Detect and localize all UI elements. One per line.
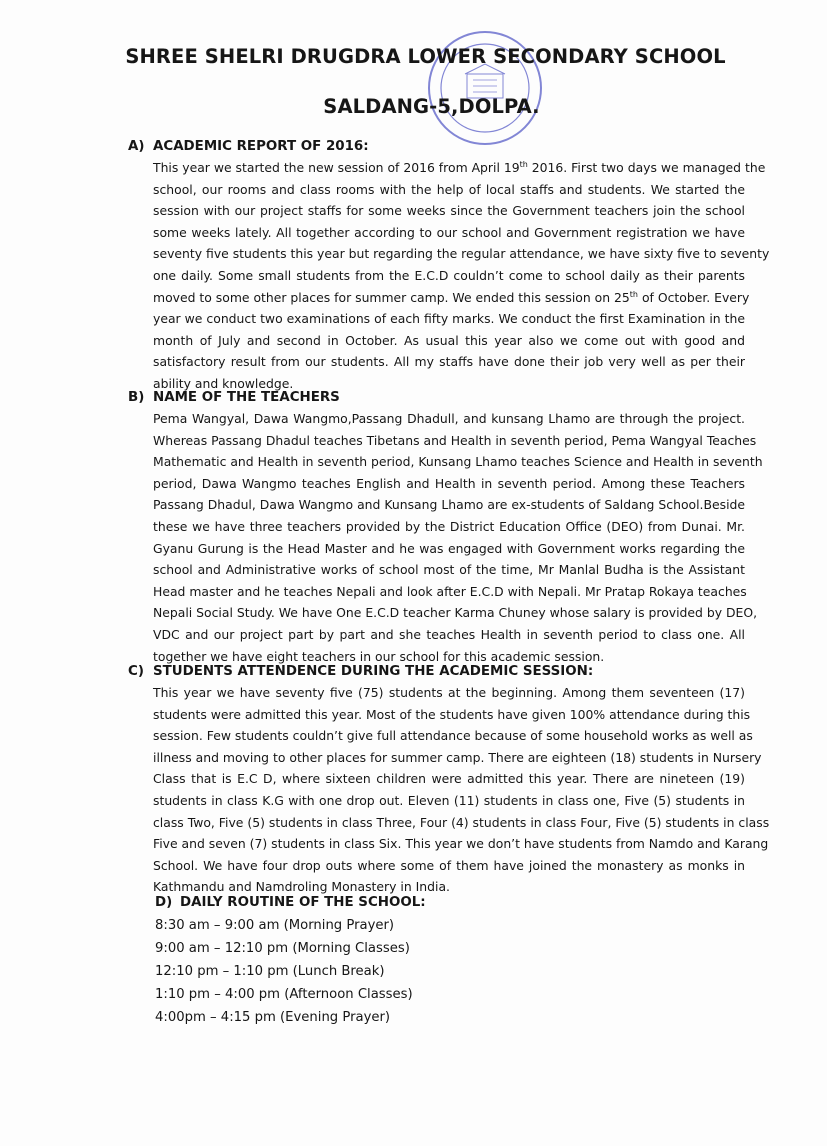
paragraph-line: Head master and he teaches Nepali and look after E.C.D with Nepali. Mr Pratap Rokaya teaches — [153, 583, 747, 599]
ordinal-suffix: th — [519, 159, 528, 169]
paragraph-line: Whereas Passang Dhadul teaches Tibetans and Health in seventh period, Pema Wangyal Teaches — [153, 432, 757, 448]
routine-item: 1:10 pm – 4:00 pm (Afternoon Classes) — [155, 987, 413, 1002]
paragraph-line: month of July and second in October. As usual this year also we come out with good and — [153, 332, 745, 348]
paragraph-line: Nepali Social Study. We have One E.C.D teacher Karma Chuney whose salary is provided by DEO, — [153, 605, 758, 621]
paragraph-line: Five and seven (7) students in class Six. This year we don’t have students from Namdo and Karang — [153, 836, 769, 852]
paragraph-line: illness and moving to other places for summer camp. There are eighteen (18) students in Nursery — [153, 749, 762, 765]
section-letter: B) — [128, 390, 145, 405]
section-paragraph — [153, 408, 763, 667]
paragraph-line: This year we have seventy five (75) students at the beginning. Among them seventeen (17) — [153, 685, 745, 700]
section-academic-report — [128, 137, 770, 395]
paragraph-line: This year we started the new session of 2016 from April 19th 2016. First two days we managed the — [153, 159, 766, 175]
paragraph-line: students in class K.G with one drop out. Eleven (11) students in class one, Five (5) students in — [153, 792, 745, 808]
paragraph-line: moved to some other places for summer camp. We ended this session on 25th of October. Every — [153, 289, 750, 305]
paragraph-line: Mathematic and Health in seventh period, Kunsang Lhamo teaches Science and Health in seventh — [153, 454, 763, 470]
section-daily-routine — [155, 892, 555, 1029]
ordinal-suffix: th — [629, 289, 638, 299]
routine-item: 12:10 pm – 1:10 pm (Lunch Break) — [155, 964, 385, 979]
section-paragraph — [153, 157, 770, 395]
section-title: ACADEMIC REPORT OF 2016: — [153, 139, 369, 154]
paragraph-line: session. Few students couldn’t give full attendance because of some household works as well as — [153, 728, 753, 744]
section-title: DAILY ROUTINE OF THE SCHOOL: — [180, 895, 426, 910]
section-heading — [155, 892, 555, 914]
section-title: NAME OF THE TEACHERS — [153, 390, 340, 405]
section-attendance — [128, 662, 770, 898]
paragraph-line: Class that is E.C D, where sixteen children were admitted this year. There are nineteen (19) — [153, 771, 745, 787]
section-paragraph — [153, 682, 770, 898]
paragraph-line: students were admitted this year. Most of the students have given 100% attendance during this — [153, 706, 751, 722]
paragraph-line: some weeks lately. All together according to our school and Government registration we have — [153, 224, 745, 240]
paragraph-line: one daily. Some small students from the E.C.D couldn’t come to school daily as their parents — [153, 267, 745, 283]
paragraph-line: period, Dawa Wangmo teaches English and Health in seventh period. Among these Teachers — [153, 475, 745, 491]
section-heading — [128, 137, 748, 157]
section-letter: A) — [128, 139, 145, 154]
paragraph-line: these we have three teachers provided by the District Education Office (DEO) from Dunai. Mr. — [153, 518, 745, 534]
section-title: STUDENTS ATTENDENCE DURING THE ACADEMIC SESSION: — [153, 664, 594, 679]
section-heading — [128, 388, 748, 408]
paragraph-line: Pema Wangyal, Dawa Wangmo,Passang Dhadull, and kunsang Lhamo are through the project. — [153, 411, 745, 426]
paragraph-line: session with our project staffs for some weeks since the Government teachers join the school — [153, 203, 745, 219]
routine-item: 8:30 am – 9:00 am (Morning Prayer) — [155, 918, 395, 933]
section-letter: C) — [128, 664, 144, 679]
paragraph-line: seventy five students this year but regarding the regular attendance, we have sixty five to seventy — [153, 246, 770, 262]
paragraph-line: School. We have four drop outs where some of them have joined the monastery as monks in — [153, 857, 745, 873]
paragraph-line: ability and knowledge. — [153, 375, 294, 391]
school-address-heading: SALDANG-5,DOLPA. — [323, 95, 540, 118]
paragraph-line: Passang Dhadul, Dawa Wangmo and Kunsang Lhamo are ex-students of Saldang School.Beside — [153, 497, 745, 513]
routine-list — [155, 914, 555, 1029]
paragraph-line: school, our rooms and class rooms with the help of local staffs and students. We started the — [153, 181, 745, 197]
paragraph-line: together we have eight teachers in our school for this academic session. — [153, 648, 605, 664]
school-name-heading: SHREE SHELRI DRUGDRA LOWER SECONDARY SCHOOL — [125, 45, 726, 68]
section-heading — [128, 662, 748, 682]
paragraph-line: school and Administrative works of school most of the time, Mr Manlal Budha is the Assistant — [153, 562, 745, 578]
paragraph-line: VDC and our project part by part and she teaches Health in seventh period to class one. All — [153, 626, 745, 642]
section-teachers — [128, 388, 763, 667]
paragraph-line: Gyanu Gurung is the Head Master and he was engaged with Government works regarding the — [153, 540, 745, 556]
paragraph-line: year we conduct two examinations of each fifty marks. We conduct the first Examination in the — [153, 311, 745, 327]
routine-item: 9:00 am – 12:10 pm (Morning Classes) — [155, 941, 410, 956]
paragraph-line: class Two, Five (5) students in class Three, Four (4) students in class Four, Five (5) students in class — [153, 814, 770, 830]
routine-item: 4:00pm – 4:15 pm (Evening Prayer) — [155, 1010, 391, 1025]
paragraph-line: Kathmandu and Namdroling Monastery in India. — [153, 879, 450, 895]
section-letter: D) — [155, 895, 173, 910]
paragraph-line: satisfactory result from our students. All my staffs have done their job very well as per their — [153, 354, 745, 370]
